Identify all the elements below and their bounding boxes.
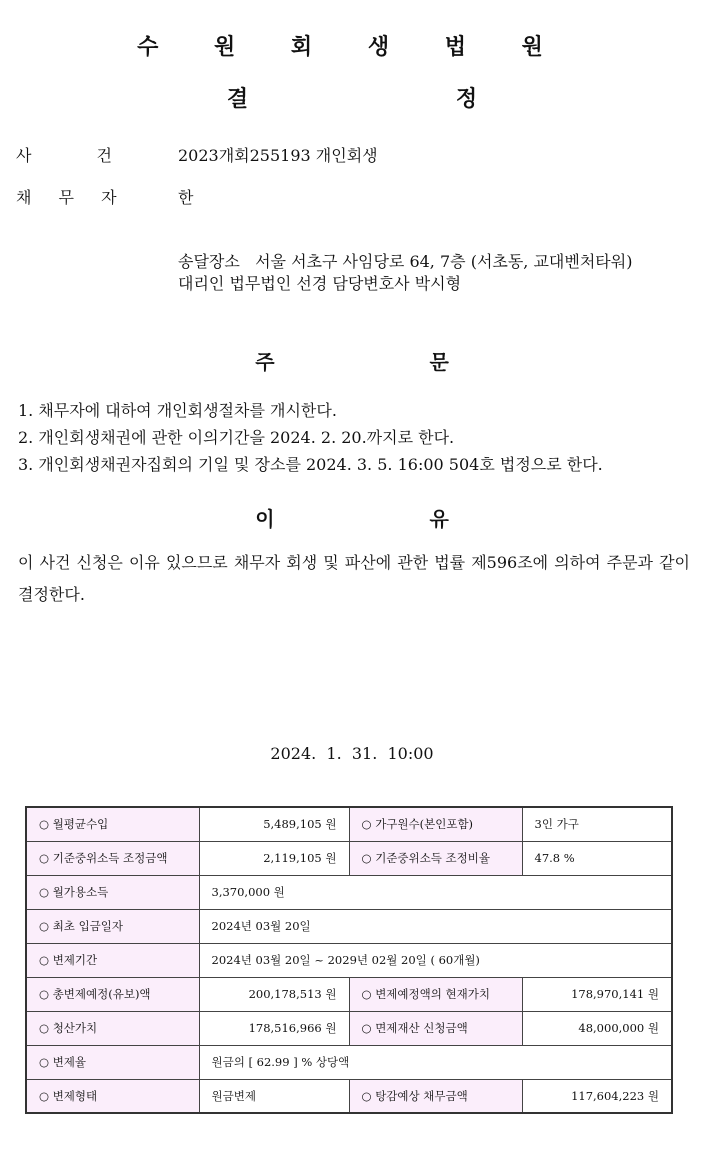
liquidation-label: ○ 청산가치: [26, 1011, 199, 1045]
order-heading: 주 문: [255, 350, 523, 374]
table-row: [26, 977, 672, 1011]
present-value-label: ○ 변제예정액의 현재가치: [349, 977, 522, 1011]
present-value-value: 178,970,141 원: [522, 977, 672, 1011]
rate-value: 원금의 [ 62.99 ] % 상당액: [199, 1045, 672, 1079]
reduction-value: 117,604,223 원: [522, 1079, 672, 1113]
legal-agent: 대리인 법무법인 선경 담당변호사 박시형: [178, 274, 462, 293]
period-label: ○ 변제기간: [26, 943, 199, 977]
table-row: [26, 841, 672, 875]
case-label: 사 건: [16, 146, 112, 165]
median-ratio-label: ○ 기준중위소득 조정비율: [349, 841, 522, 875]
first-payment-value: 2024년 03월 20일: [199, 909, 672, 943]
table-row: [26, 875, 672, 909]
total-plan-label: ○ 총변제예정(유보)액: [26, 977, 199, 1011]
exempt-label: ○ 면제재산 신청금액: [349, 1011, 522, 1045]
debtor-label: 채 무 자: [16, 188, 117, 207]
available-income-value: 3,370,000 원: [199, 875, 672, 909]
order-item-3: 3. 개인회생채권자집회의 기일 및 장소를 2024. 3. 5. 16:00 504호 법정으로 한다.: [18, 455, 603, 474]
reason-heading: 이 유: [255, 507, 523, 531]
document-title: 결 정: [226, 87, 578, 112]
median-income-value: 2,119,105 원: [199, 841, 349, 875]
table-row: [26, 1011, 672, 1045]
household-label: ○ 가구원수(본인포함): [349, 807, 522, 841]
form-value: 원금변제: [199, 1079, 349, 1113]
exempt-value: 48,000,000 원: [522, 1011, 672, 1045]
table-row: [26, 1045, 672, 1079]
order-item-1: 1. 채무자에 대하여 개인회생절차를 개시한다.: [18, 401, 337, 420]
order-item-2: 2. 개인회생채권에 관한 이의기간을 2024. 2. 20.까지로 한다.: [18, 428, 455, 447]
table-row: [26, 943, 672, 977]
reduction-label: ○ 탕감예상 채무금액: [349, 1079, 522, 1113]
liquidation-value: 178,516,966 원: [199, 1011, 349, 1045]
monthly-income-label: ○ 월평균수입: [26, 807, 199, 841]
household-value: 3인 가구: [522, 807, 672, 841]
table-row: [26, 909, 672, 943]
median-ratio-value: 47.8 %: [522, 841, 672, 875]
median-income-label: ○ 기준중위소득 조정금액: [26, 841, 199, 875]
total-plan-value: 200,178,513 원: [199, 977, 349, 1011]
decision-date: 2024. 1. 31. 10:00: [270, 744, 434, 763]
case-number: 2023개회255193 개인회생: [178, 146, 378, 165]
monthly-income-value: 5,489,105 원: [199, 807, 349, 841]
period-value: 2024년 03월 20일 ~ 2029년 02월 20일 ( 60개월): [199, 943, 672, 977]
debtor-name: 한: [178, 188, 194, 207]
rate-label: ○ 변제율: [26, 1045, 199, 1079]
court-name: 수 원 회 생 법 원: [137, 35, 567, 60]
repayment-summary-table: [25, 806, 673, 1114]
form-label: ○ 변제형태: [26, 1079, 199, 1113]
table-row: [26, 807, 672, 841]
available-income-label: ○ 월가용소득: [26, 875, 199, 909]
first-payment-label: ○ 최초 입금일자: [26, 909, 199, 943]
reason-text: 이 사건 신청은 이유 있으므로 채무자 회생 및 파산에 관한 법률 제596조에 의하여 주문과 같이 결정한다.: [18, 553, 690, 604]
table-row: [26, 1079, 672, 1113]
service-address: 송달장소 서울 서초구 사임당로 64, 7층 (서초동, 교대벤처타워): [178, 252, 633, 271]
